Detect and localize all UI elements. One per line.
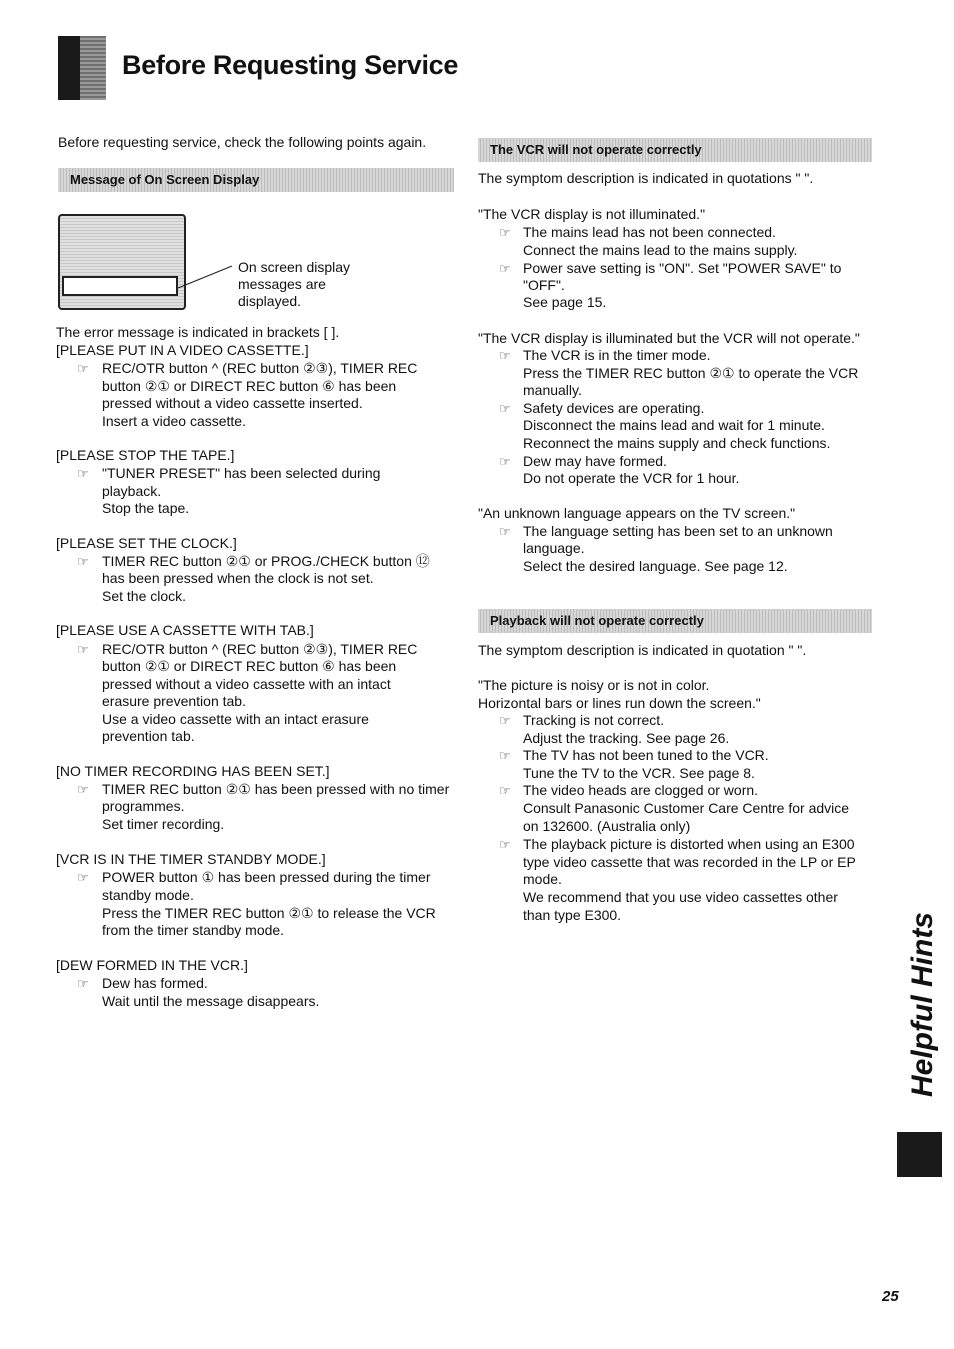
pointing-hand-icon: ☞	[499, 748, 511, 763]
remedy-text: on 132600. (Australia only)	[523, 818, 691, 834]
remedy-text: See page 15.	[523, 294, 607, 310]
remedy-text: prevention tab.	[102, 728, 195, 744]
pointing-hand-icon: ☞	[499, 261, 511, 276]
cause-text: REC/OTR button ^ (REC button ②③), TIMER REC	[102, 641, 418, 657]
symptom-note: The symptom description is indicated in quotation " ".	[478, 642, 807, 658]
cause-text: Power save setting is "ON". Set "POWER SAVE" to	[523, 260, 842, 276]
cause-text: POWER button ① has been pressed during the timer	[102, 869, 431, 885]
cause-text: Dew has formed.	[102, 975, 208, 991]
pointing-hand-icon: ☞	[499, 401, 511, 416]
cause-text: type video cassette that was recorded in the LP or EP	[523, 854, 856, 870]
pointing-hand-icon: ☞	[77, 466, 89, 481]
remedy-text: Press the TIMER REC button ②① to release the VCR	[102, 905, 436, 921]
symptom-note: The symptom description is indicated in quotations " ".	[478, 170, 814, 186]
cause-text: The mains lead has not been connected.	[523, 224, 776, 240]
remedy-text: Disconnect the mains lead and wait for 1 minute.	[523, 417, 825, 433]
section-heading-vcr: The VCR will not operate correctly	[478, 138, 872, 162]
cause-text: "TUNER PRESET" has been selected during	[102, 465, 381, 481]
pointing-hand-icon: ☞	[499, 524, 511, 539]
cause-text: button ②① or DIRECT REC button ⑥ has been	[102, 378, 397, 394]
symptom-heading: "The VCR display is not illuminated."	[478, 206, 706, 222]
intro-text: Before requesting service, check the following points again.	[58, 134, 427, 150]
page-title: Before Requesting Service	[122, 50, 459, 80]
remedy-text: Set timer recording.	[102, 816, 225, 832]
callout-line	[176, 262, 236, 292]
pointing-hand-icon: ☞	[77, 782, 89, 797]
side-section-label: Helpful Hints	[906, 912, 939, 1097]
remedy-text: Use a video cassette with an intact erasure	[102, 711, 369, 727]
page-number: 25	[882, 1288, 899, 1305]
cause-text: "OFF".	[523, 277, 565, 293]
error-message-heading: [PLEASE STOP THE TAPE.]	[56, 447, 235, 463]
cause-text: The language setting has been set to an unknown	[523, 523, 833, 539]
error-message-heading: [VCR IS IN THE TIMER STANDBY MODE.]	[56, 851, 326, 867]
cause-text: TIMER REC button ②① has been pressed with no timer	[102, 781, 450, 797]
symptom-heading: "An unknown language appears on the TV screen."	[478, 505, 796, 521]
cause-text: mode.	[523, 871, 562, 887]
cause-text: standby mode.	[102, 887, 194, 903]
section-marker-block	[58, 36, 106, 100]
tv-message-box	[62, 276, 178, 296]
error-message-heading: [PLEASE PUT IN A VIDEO CASSETTE.]	[56, 342, 309, 358]
pointing-hand-icon: ☞	[77, 870, 89, 885]
cause-text: Safety devices are operating.	[523, 400, 705, 416]
remedy-text: from the timer standby mode.	[102, 922, 285, 938]
section-heading-osd: Message of On Screen Display	[58, 168, 454, 192]
pointing-hand-icon: ☞	[499, 837, 511, 852]
cause-text: erasure prevention tab.	[102, 693, 246, 709]
tv-caption-line: On screen display	[238, 259, 351, 275]
pointing-hand-icon: ☞	[77, 976, 89, 991]
cause-text: playback.	[102, 483, 162, 499]
pointing-hand-icon: ☞	[499, 454, 511, 469]
tv-caption-line: messages are	[238, 276, 326, 292]
error-message-heading: [NO TIMER RECORDING HAS BEEN SET.]	[56, 763, 330, 779]
remedy-text: Reconnect the mains supply and check functions.	[523, 435, 831, 451]
cause-text: The VCR is in the timer mode.	[523, 347, 711, 363]
remedy-text: Insert a video cassette.	[102, 413, 246, 429]
cause-text: The playback picture is distorted when using an E300	[523, 836, 855, 852]
error-message-heading: [PLEASE SET THE CLOCK.]	[56, 535, 237, 551]
pointing-hand-icon: ☞	[499, 225, 511, 240]
cause-text: language.	[523, 540, 585, 556]
cause-text: pressed without a video cassette inserted.	[102, 395, 363, 411]
cause-text: Tracking is not correct.	[523, 712, 665, 728]
cause-text: The TV has not been tuned to the VCR.	[523, 747, 769, 763]
cause-text: The video heads are clogged or worn.	[523, 782, 759, 798]
remedy-text: We recommend that you use video cassettes other	[523, 889, 838, 905]
symptom-heading: Horizontal bars or lines run down the screen."	[478, 695, 761, 711]
cause-text: button ②① or DIRECT REC button ⑥ has been	[102, 658, 397, 674]
cause-text: pressed without a video cassette with an intact	[102, 676, 391, 692]
remedy-text: Connect the mains lead to the mains supply.	[523, 242, 798, 258]
remedy-text: Wait until the message disappears.	[102, 993, 320, 1009]
cause-text: REC/OTR button ^ (REC button ②③), TIMER REC	[102, 360, 418, 376]
remedy-text: Tune the TV to the VCR. See page 8.	[523, 765, 755, 781]
remedy-text: than type E300.	[523, 907, 622, 923]
error-message-heading: [PLEASE USE A CASSETTE WITH TAB.]	[56, 622, 314, 638]
remedy-text: Adjust the tracking. See page 26.	[523, 730, 730, 746]
symptom-heading: "The picture is noisy or is not in color.	[478, 677, 710, 693]
cause-text: Dew may have formed.	[523, 453, 667, 469]
side-tab-marker	[897, 1132, 942, 1177]
remedy-text: Do not operate the VCR for 1 hour.	[523, 470, 740, 486]
pointing-hand-icon: ☞	[77, 554, 89, 569]
tv-caption-line: displayed.	[238, 293, 302, 309]
error-intro: The error message is indicated in brackets [ ].	[56, 324, 340, 340]
remedy-text: Consult Panasonic Customer Care Centre for advice	[523, 800, 850, 816]
error-message-heading: [DEW FORMED IN THE VCR.]	[56, 957, 248, 973]
remedy-text: Stop the tape.	[102, 500, 190, 516]
remedy-text: manually.	[523, 382, 582, 398]
symptom-heading: "The VCR display is illuminated but the VCR will not operate."	[478, 330, 860, 346]
pointing-hand-icon: ☞	[499, 713, 511, 728]
pointing-hand-icon: ☞	[499, 783, 511, 798]
cause-text: has been pressed when the clock is not set.	[102, 570, 374, 586]
remedy-text: Select the desired language. See page 12.	[523, 558, 788, 574]
cause-text: TIMER REC button ②① or PROG./CHECK button ⑫	[102, 553, 430, 569]
pointing-hand-icon: ☞	[77, 361, 89, 376]
section-heading-playback: Playback will not operate correctly	[478, 609, 872, 633]
pointing-hand-icon: ☞	[499, 348, 511, 363]
pointing-hand-icon: ☞	[77, 642, 89, 657]
remedy-text: Set the clock.	[102, 588, 187, 604]
remedy-text: Press the TIMER REC button ②① to operate the VCR	[523, 365, 859, 381]
cause-text: programmes.	[102, 798, 185, 814]
